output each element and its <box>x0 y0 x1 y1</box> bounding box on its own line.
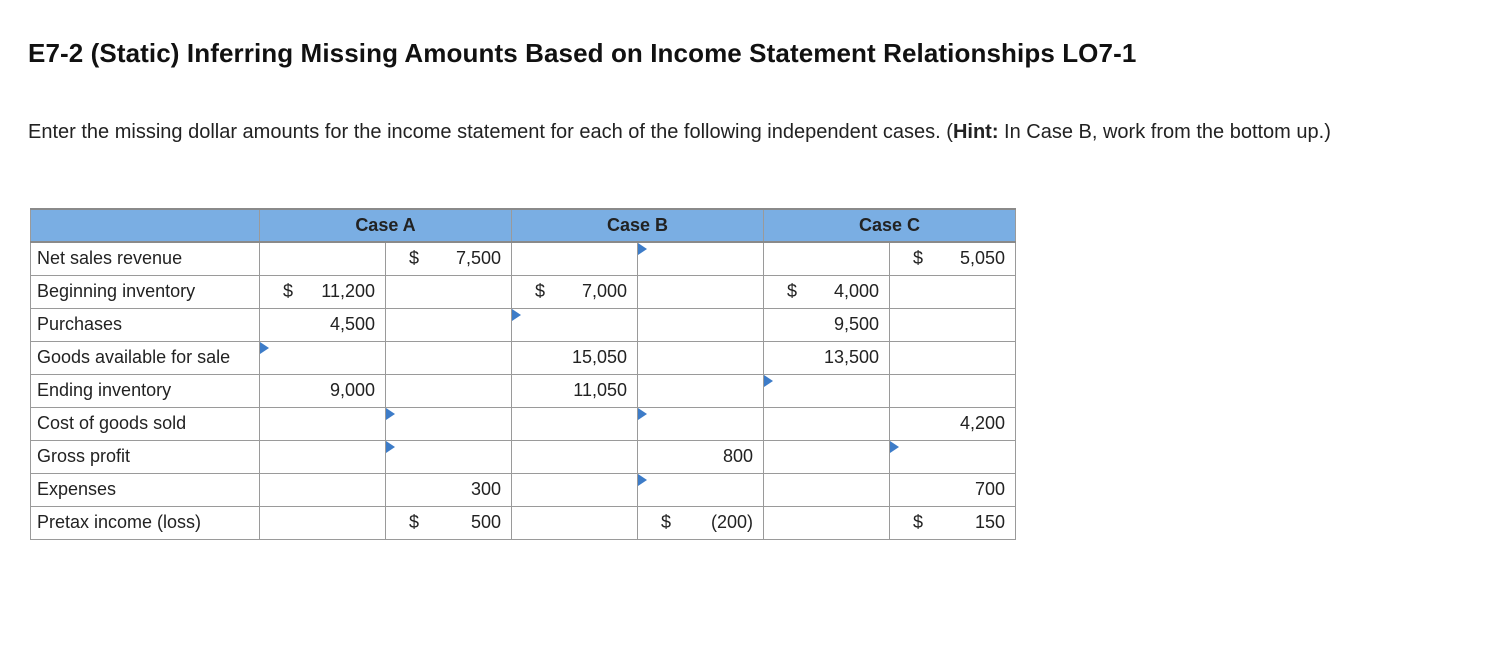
case-b-right-cell[interactable] <box>638 308 764 341</box>
case-c-left-cell[interactable] <box>764 473 890 506</box>
header-row <box>31 209 1016 242</box>
row-label: Cost of goods sold <box>31 407 260 440</box>
case-b-left-cell[interactable] <box>512 440 638 473</box>
case-c-right-cell[interactable] <box>890 374 1016 407</box>
case-a-right-cell[interactable] <box>386 341 512 374</box>
case-a-left-cell[interactable] <box>260 506 386 539</box>
cell-value: (200) <box>710 512 753 532</box>
dollar-sign: $ <box>913 512 924 532</box>
cell-value: 5,050 <box>959 248 1005 269</box>
instructions <box>28 118 1448 147</box>
case-c-left-cell[interactable] <box>764 308 890 341</box>
dollar-sign: $ <box>535 281 546 301</box>
row-label: Net sales revenue <box>31 242 260 275</box>
case-b-left-cell[interactable] <box>512 308 638 341</box>
case-c-left-cell[interactable] <box>764 341 890 374</box>
case-c-left-cell[interactable] <box>764 242 890 275</box>
case-a-left-cell[interactable] <box>260 242 386 275</box>
table-row <box>31 341 1016 374</box>
cell-value: 7,000 <box>581 281 627 301</box>
case-c-left-cell[interactable] <box>764 440 890 473</box>
income-statement-table <box>30 208 1016 540</box>
table-row <box>31 308 1016 341</box>
case-a-left-cell[interactable] <box>260 275 386 308</box>
cell-value: 150 <box>974 512 1005 532</box>
table-row <box>31 506 1016 539</box>
case-b-left-cell[interactable] <box>512 506 638 539</box>
cell-value: 15,050 <box>571 347 627 367</box>
case-b-right-cell[interactable] <box>638 407 764 440</box>
missing-amount-flag-icon <box>638 408 647 420</box>
table-row <box>31 242 1016 275</box>
missing-amount-flag-icon <box>638 243 647 255</box>
instructions-text-end: In Case B, work from the bottom up.) <box>998 121 1331 143</box>
table-row <box>31 374 1016 407</box>
cell-value: 9,000 <box>329 380 375 400</box>
case-c-right-cell[interactable] <box>890 473 1016 506</box>
missing-amount-flag-icon <box>764 375 773 387</box>
case-b-left-cell[interactable] <box>512 242 638 275</box>
header-blank <box>31 209 260 242</box>
cell-value: 7,500 <box>455 248 501 269</box>
hint-label: Hint: <box>952 121 999 143</box>
missing-amount-flag-icon <box>890 441 899 453</box>
page-title: E7-2 (Static) Inferring Missing Amounts Based on Income Statement Relationships LO7-1 <box>28 38 1137 68</box>
cell-value: 4,200 <box>959 413 1005 433</box>
missing-amount-flag-icon <box>638 474 647 486</box>
cell-value: 700 <box>974 479 1005 499</box>
case-a-right-cell[interactable] <box>386 440 512 473</box>
case-b-right-cell[interactable] <box>638 440 764 473</box>
case-a-right-cell[interactable] <box>386 242 512 275</box>
header-case-a: Case A <box>260 209 512 242</box>
cell-value: 300 <box>470 479 501 499</box>
table-row <box>31 407 1016 440</box>
table-body <box>31 242 1016 539</box>
case-c-right-cell[interactable] <box>890 506 1016 539</box>
case-c-right-cell[interactable] <box>890 407 1016 440</box>
case-b-right-cell[interactable] <box>638 374 764 407</box>
case-a-left-cell[interactable] <box>260 407 386 440</box>
dollar-sign: $ <box>661 512 672 532</box>
case-c-left-cell[interactable] <box>764 374 890 407</box>
case-a-right-cell[interactable] <box>386 473 512 506</box>
case-b-right-cell[interactable] <box>638 341 764 374</box>
missing-amount-flag-icon <box>512 309 521 321</box>
cell-value: 4,500 <box>329 314 375 334</box>
table-row <box>31 473 1016 506</box>
case-a-left-cell[interactable] <box>260 308 386 341</box>
case-b-right-cell[interactable] <box>638 506 764 539</box>
cell-value: 13,500 <box>823 347 879 367</box>
case-b-right-cell[interactable] <box>638 242 764 275</box>
case-a-right-cell[interactable] <box>386 407 512 440</box>
case-c-right-cell[interactable] <box>890 275 1016 308</box>
row-label: Gross profit <box>31 440 260 473</box>
case-c-right-cell[interactable] <box>890 440 1016 473</box>
row-label: Expenses <box>31 473 260 506</box>
case-a-right-cell[interactable] <box>386 374 512 407</box>
cell-value: 11,200 <box>321 281 375 301</box>
cell-value: 4,000 <box>833 281 879 301</box>
case-c-right-cell[interactable] <box>890 308 1016 341</box>
case-a-right-cell[interactable] <box>386 275 512 308</box>
dollar-sign: $ <box>283 281 294 301</box>
case-c-left-cell[interactable] <box>764 275 890 308</box>
row-label: Ending inventory <box>31 374 260 407</box>
dollar-sign: $ <box>409 248 420 269</box>
dollar-sign: $ <box>409 512 420 532</box>
dollar-sign: $ <box>913 248 924 269</box>
case-a-left-cell[interactable] <box>260 374 386 407</box>
instructions-text: Enter the missing dollar amounts for the income statement for each of the following independent cases. ( <box>28 121 953 143</box>
case-a-left-cell[interactable] <box>260 440 386 473</box>
cell-value: 9,500 <box>833 314 879 334</box>
case-c-left-cell[interactable] <box>764 407 890 440</box>
header-case-c: Case C <box>764 209 1016 242</box>
case-c-right-cell[interactable] <box>890 341 1016 374</box>
case-b-left-cell[interactable] <box>512 407 638 440</box>
cell-value: 800 <box>722 446 753 466</box>
table-row <box>31 275 1016 308</box>
case-b-right-cell[interactable] <box>638 473 764 506</box>
dollar-sign: $ <box>787 281 798 301</box>
case-c-right-cell[interactable] <box>890 242 1016 275</box>
case-b-right-cell[interactable] <box>638 275 764 308</box>
missing-amount-flag-icon <box>386 408 395 420</box>
header-case-b: Case B <box>512 209 764 242</box>
row-label: Beginning inventory <box>31 275 260 308</box>
case-b-left-cell[interactable] <box>512 341 638 374</box>
case-b-left-cell[interactable] <box>512 374 638 407</box>
case-c-left-cell[interactable] <box>764 506 890 539</box>
case-a-left-cell[interactable] <box>260 473 386 506</box>
case-a-right-cell[interactable] <box>386 506 512 539</box>
cell-value: 11,050 <box>573 380 627 400</box>
case-b-left-cell[interactable] <box>512 275 638 308</box>
case-a-left-cell[interactable] <box>260 341 386 374</box>
row-label: Goods available for sale <box>31 341 260 374</box>
cell-value: 500 <box>470 512 501 532</box>
row-label: Purchases <box>31 308 260 341</box>
case-b-left-cell[interactable] <box>512 473 638 506</box>
case-a-right-cell[interactable] <box>386 308 512 341</box>
missing-amount-flag-icon <box>386 441 395 453</box>
row-label: Pretax income (loss) <box>31 506 260 539</box>
table-row <box>31 440 1016 473</box>
missing-amount-flag-icon <box>260 342 269 354</box>
